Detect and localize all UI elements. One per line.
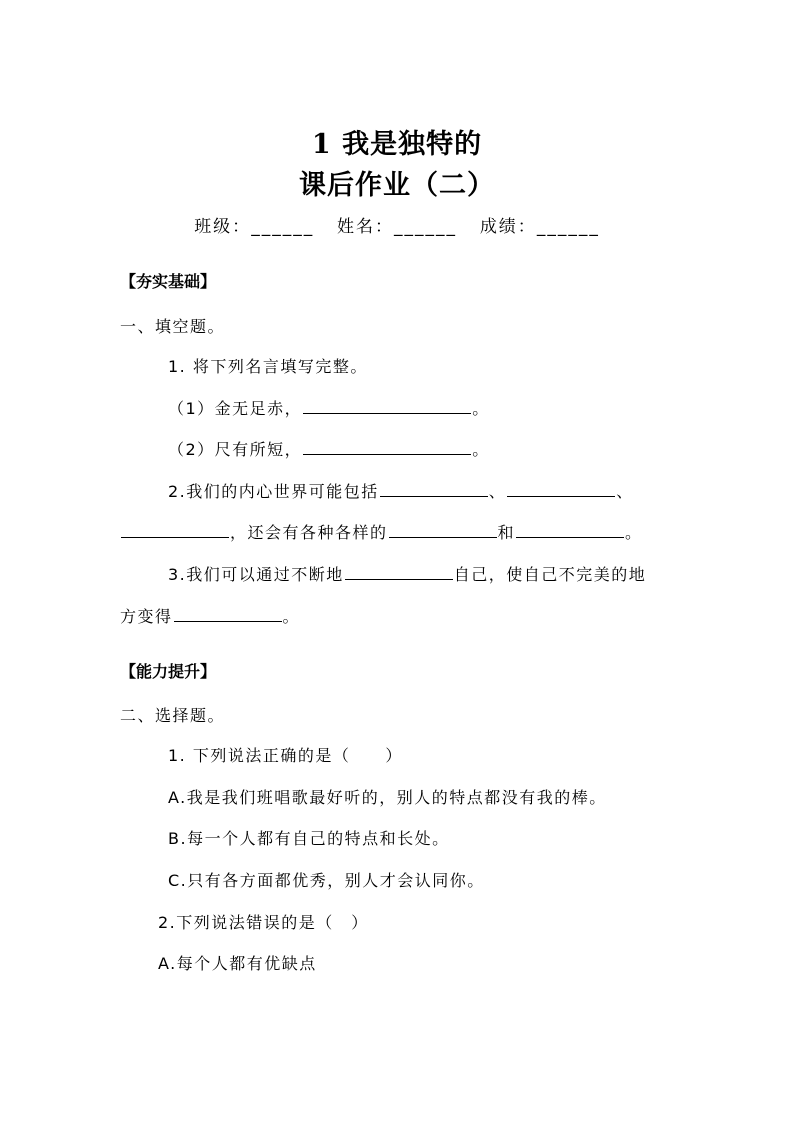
part-title-choice: 二、选择题。 — [120, 706, 226, 725]
choice-question-2-stem: 2.下列说法错误的是（ ） — [158, 913, 369, 932]
answer-blank[interactable] — [507, 480, 615, 497]
choice-q1-option-a[interactable]: A.我是我们班唱歌最好听的，别人的特点都没有我的棒。 — [168, 788, 607, 807]
question-2-mid: ，还会有各种各样的 — [230, 523, 388, 542]
question-2-end: 。 — [625, 523, 643, 542]
score-blank[interactable]: ______ — [536, 217, 600, 237]
student-info-line — [0, 212, 794, 237]
question-3-mid: 自己，使自己不完美的地 — [453, 565, 647, 584]
score-label: 成绩： — [479, 217, 537, 237]
question-3-line-1 — [168, 562, 646, 585]
question-2-line-2 — [120, 520, 643, 543]
answer-blank[interactable] — [389, 521, 497, 538]
answer-blank[interactable] — [174, 605, 282, 622]
choice-question-1-stem: 1. 下列说法正确的是（ ） — [168, 746, 403, 765]
choice-q1-option-c[interactable]: C.只有各方面都优秀，别人才会认同你。 — [168, 871, 485, 890]
section-heading-basics: 【夯实基础】 — [120, 272, 217, 291]
answer-blank[interactable] — [121, 521, 229, 538]
sub-1-text: （1）金无足赤， — [168, 399, 303, 418]
question-3-text: 3.我们可以通过不断地 — [168, 565, 344, 584]
sub-2-text: （2）尺有所短， — [168, 440, 303, 459]
question-3-end: 。 — [282, 607, 301, 626]
question-2-and: 和 — [497, 523, 516, 542]
class-blank[interactable]: ______ — [251, 217, 315, 237]
question-2-line-1 — [168, 479, 634, 502]
name-label: 姓名： — [337, 217, 394, 237]
answer-blank[interactable] — [516, 521, 624, 538]
answer-blank[interactable] — [380, 480, 488, 497]
question-3-line-2 — [120, 604, 300, 627]
question-1-sub-1 — [168, 396, 490, 419]
question-1-sub-2 — [168, 437, 490, 460]
answer-blank[interactable] — [303, 397, 471, 414]
choice-q1-option-b[interactable]: B.每一个人都有自己的特点和长处。 — [168, 829, 450, 848]
answer-blank[interactable] — [303, 438, 471, 455]
question-2-text: 2.我们的内心世界可能包括 — [168, 482, 379, 501]
page-subtitle: 课后作业（二） — [299, 170, 495, 201]
question-1-stem: 1. 将下列名言填写完整。 — [168, 357, 368, 376]
sub-1-end: 。 — [472, 399, 490, 418]
part-title-fill-in: 一、填空题。 — [120, 317, 226, 336]
choice-q2-option-a[interactable]: A.每个人都有优缺点 — [158, 954, 317, 973]
section-heading-improve: 【能力提升】 — [120, 662, 217, 681]
question-3-line2-text: 方变得 — [120, 607, 173, 626]
class-label: 班级： — [194, 217, 252, 237]
name-blank[interactable]: ______ — [394, 217, 457, 237]
separator: 、 — [616, 482, 634, 501]
answer-blank[interactable] — [345, 563, 453, 580]
sub-2-end: 。 — [472, 440, 490, 459]
page-title: 1 我是独特的 — [311, 129, 483, 160]
separator: 、 — [488, 482, 507, 501]
